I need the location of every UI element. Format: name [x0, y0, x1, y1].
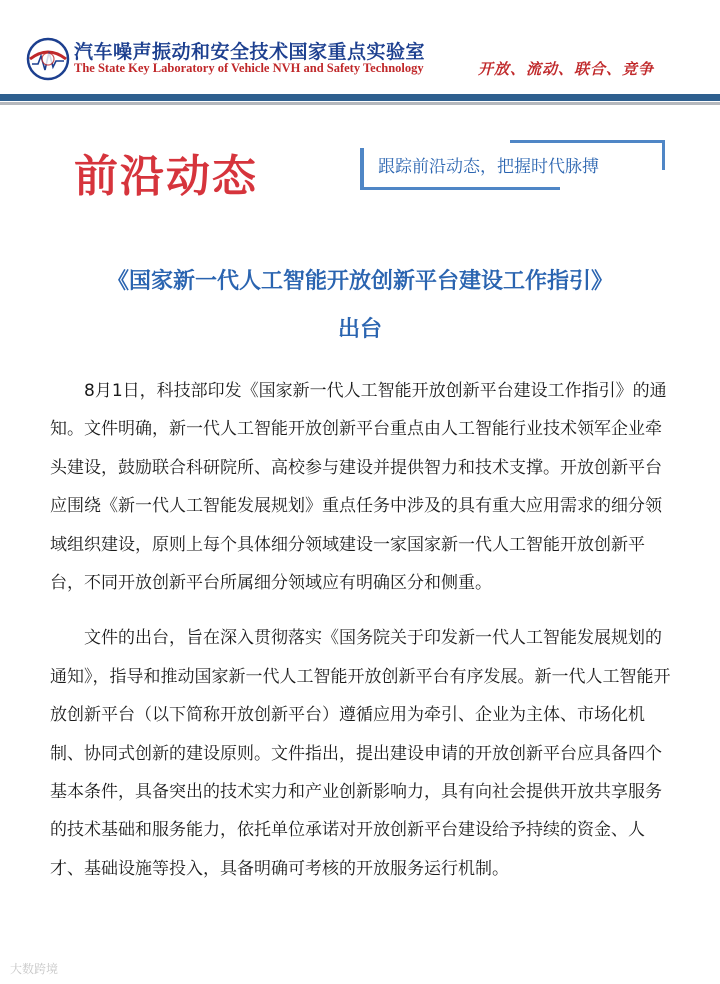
article-title: [40, 258, 680, 354]
header-divider-gray: [0, 102, 720, 105]
lab-logo-icon: [26, 37, 70, 81]
tagline-frame-right: [662, 140, 665, 170]
lab-name-en: The State Key Laboratory of Vehicle NVH and Safety Technology: [74, 61, 424, 75]
watermark: 大数跨境: [10, 962, 59, 976]
lab-name-cn: 汽车噪声振动和安全技术国家重点实验室: [74, 41, 426, 63]
article-title-line-2: 出台: [337, 317, 382, 342]
tagline-frame-bottom: [360, 187, 560, 190]
tagline-frame-left: [360, 148, 364, 190]
article-body: [50, 372, 675, 888]
page-header: [0, 0, 720, 100]
section-title: 前沿动态: [74, 151, 258, 202]
article-paragraph-2: 文件的出台，旨在深入贯彻落实《国务院关于印发新一代人工智能发展规划的通知》，指导和推动国家新一代人工智能开放创新平台有序发展。新一代人工智能开放创新平台（以下简称开放创新平台）遵循应用为牵引、企业为主体、市场化机制、协同式创新的建设原则。文件指出，提出建设申请的开放创新平台应具备四个基本条件，具备突出的技术实力和产业创新影响力，具有向社会提供开放共享服务的技术基础和服务能力，依托单位承诺对开放创新平台建设给予持续的资金、人才、基础设施等投入，具备明确可考核的开放服务运行机制。: [50, 628, 671, 879]
tagline-frame-top: [510, 140, 665, 143]
header-divider-blue: [0, 94, 720, 101]
section-tagline: 跟踪前沿动态，把握时代脉搏: [378, 157, 599, 177]
tagline-box: [360, 140, 665, 190]
article-paragraph-1: 8月1日，科技部印发《国家新一代人工智能开放创新平台建设工作指引》的通知。文件明确，新一代人工智能开放创新平台重点由人工智能行业技术领军企业牵头建设，鼓励联合科研院所、高校参与建设并提供智力和技术支撑。开放创新平台应围绕《新一代人工智能发展规划》重点任务中涉及的具有重大应用需求的细分领域组织建设，原则上每个具体细分领域建设一家国家新一代人工智能开放创新平台，不同开放创新平台所属细分领域应有明确区分和侧重。: [50, 381, 667, 594]
lab-slogan: 开放、流动、联合、竞争: [478, 60, 655, 78]
article-title-line-1: 《国家新一代人工智能开放创新平台建设工作指引》: [106, 269, 613, 294]
